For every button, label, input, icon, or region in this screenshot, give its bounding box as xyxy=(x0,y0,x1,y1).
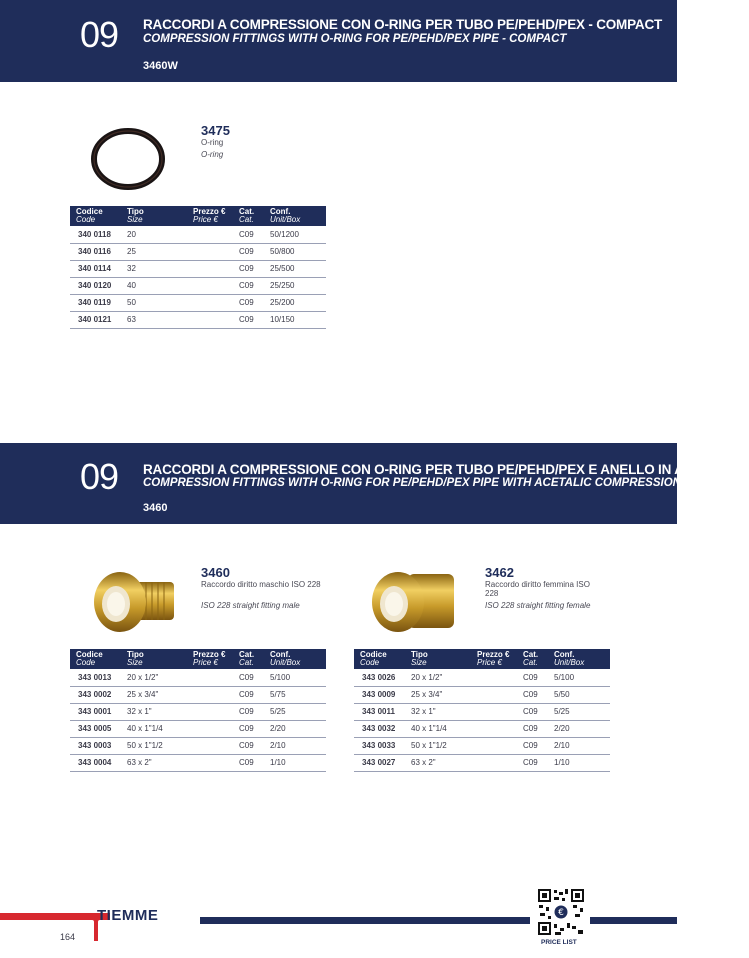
table-header-row xyxy=(70,649,326,669)
brand-logo: TIEMME xyxy=(97,907,159,924)
section-title-en: COMPRESSION FITTINGS WITH O-RING FOR PE/PEHD/PEX PIPE - COMPACT xyxy=(143,33,567,45)
section-title-it: RACCORDI A COMPRESSIONE CON O-RING PER TUBO PE/PEHD/PEX - COMPACT xyxy=(143,17,663,32)
table-row: 343 0005 40 x 1"1/4 C09 2/20 xyxy=(70,720,326,737)
table-row: 343 0033 50 x 1"1/2 C09 2/10 xyxy=(354,737,610,754)
table-row: 343 0011 32 x 1" C09 5/25 xyxy=(354,703,610,720)
header-unit-box: Conf. Unit/Box xyxy=(548,649,610,669)
table-row: 343 0009 25 x 3/4" C09 5/50 xyxy=(354,686,610,703)
price-table-3460 xyxy=(70,649,326,772)
series-code: 3460 xyxy=(143,502,168,514)
price-table-3475 xyxy=(70,206,326,329)
qr-code-icon[interactable] xyxy=(537,888,585,936)
product-code-3475: 3475 xyxy=(201,123,230,138)
header-size: Tipo Size xyxy=(405,649,471,669)
header-unit-box: Conf. Unit/Box xyxy=(264,649,326,669)
table-row: 340 0116 25 C09 50/800 xyxy=(70,243,326,260)
svg-text:€: € xyxy=(558,908,564,918)
series-code: 3460W xyxy=(143,60,178,72)
product-name-en: ISO 228 straight fitting male xyxy=(201,601,300,610)
section-header-3460w xyxy=(0,0,677,82)
product-name-it: Raccordo diritto maschio ISO 228 xyxy=(201,580,321,589)
header-code: Codice Code xyxy=(70,649,121,669)
section-header-3460 xyxy=(0,443,749,524)
table-row: 343 0027 63 x 2" C09 1/10 xyxy=(354,754,610,771)
price-list-label: PRICE LIST xyxy=(541,939,577,946)
header-price: Prezzo € Price € xyxy=(471,649,517,669)
header-price: Prezzo € Price € xyxy=(187,206,233,226)
table-row: 343 0002 25 x 3/4" C09 5/75 xyxy=(70,686,326,703)
table-row: 340 0114 32 C09 25/500 xyxy=(70,260,326,277)
table-row: 340 0120 40 C09 25/250 xyxy=(70,277,326,294)
table-row: 343 0001 32 x 1" C09 5/25 xyxy=(70,703,326,720)
table-row: 343 0003 50 x 1"1/2 C09 2/10 xyxy=(70,737,326,754)
male-fitting-image xyxy=(90,566,178,638)
price-table-3462 xyxy=(354,649,610,772)
header-cat: Cat. Cat. xyxy=(517,649,548,669)
header-code: Codice Code xyxy=(70,206,121,226)
product-name-it: O-ring xyxy=(201,138,224,147)
table-row: 340 0121 63 C09 10/150 xyxy=(70,311,326,328)
table-row: 343 0032 40 x 1"1/4 C09 2/20 xyxy=(354,720,610,737)
table-row: 343 0026 20 x 1/2" C09 5/100 xyxy=(354,669,610,686)
section-title-it: RACCORDI A COMPRESSIONE CON O-RING PER TUBO PE/PEHD/PEX E ANELLO IN ACETALICA xyxy=(143,462,749,477)
page-number: 164 xyxy=(60,932,76,942)
table-row: 340 0118 20 C09 50/1200 xyxy=(70,226,326,243)
chapter-number: 09 xyxy=(80,456,119,497)
header-cat: Cat. Cat. xyxy=(233,649,264,669)
footer-blue-stripe-right xyxy=(590,917,677,924)
footer-blue-stripe xyxy=(200,917,530,924)
chapter-number: 09 xyxy=(80,14,119,55)
table-row: 343 0013 20 x 1/2" C09 5/100 xyxy=(70,669,326,686)
product-name-it: Raccordo diritto femmina ISO 228 xyxy=(485,580,590,598)
product-name-en: ISO 228 straight fitting female xyxy=(485,601,591,610)
table-header-row xyxy=(70,206,326,226)
header-unit-box: Conf. Unit/Box xyxy=(264,206,326,226)
table-header-row xyxy=(354,649,610,669)
table-row: 340 0119 50 C09 25/200 xyxy=(70,294,326,311)
o-ring-image xyxy=(90,126,166,190)
product-code-3462: 3462 xyxy=(485,565,514,580)
header-code: Codice Code xyxy=(354,649,405,669)
product-name-en: O-ring xyxy=(201,150,224,159)
header-cat: Cat. Cat. xyxy=(233,206,264,226)
header-size: Tipo Size xyxy=(121,206,187,226)
table-row: 343 0004 63 x 2" C09 1/10 xyxy=(70,754,326,771)
header-size: Tipo Size xyxy=(121,649,187,669)
section-title-en: COMPRESSION FITTINGS WITH O-RING FOR PE/PEHD/PEX PIPE WITH ACETALIC COMPRESSION RING xyxy=(143,477,713,489)
product-code-3460: 3460 xyxy=(201,565,230,580)
female-fitting-image xyxy=(368,566,458,638)
header-price: Prezzo € Price € xyxy=(187,649,233,669)
